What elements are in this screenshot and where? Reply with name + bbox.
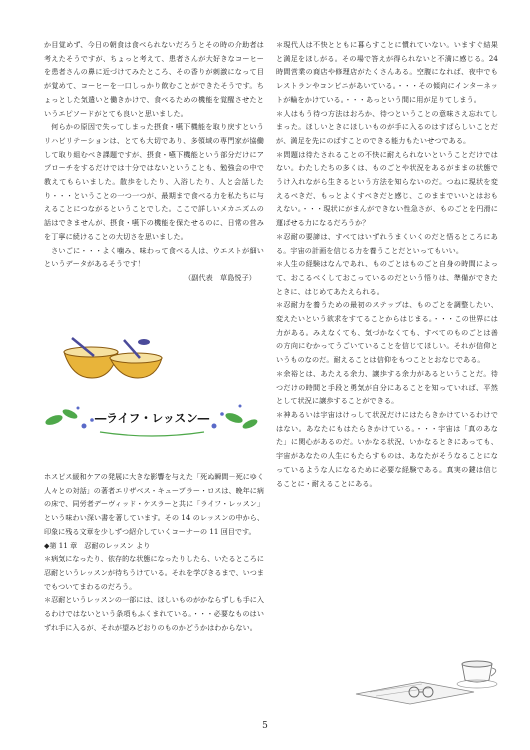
- quote-right-4: ＊忍耐の要諦は、すべてはいずれうまくいくのだと悟るところにある。宇宙の計画を信じる力を養うことだといってもいい。: [276, 231, 498, 255]
- section-title: ―ライフ・レッスン―: [94, 411, 210, 425]
- quote-2: ＊忍耐というレッスンの一部には、ほしいものがかならずしも手に入るわけではないという条項もふくまれている。・・・必要なものはいずれ手に入るが、それが望みどおりのものかどうかはわからない。: [44, 595, 264, 632]
- left-paragraph-2: 何らかの原因で失ってしまった摂食・嚥下機能を取り戻すというリハビリテーションは、とても大切であり、多領域の専門家が協働して取り組むべき課題ですが、摂食・嚥下機能という部分だけにアプローチをするだけでは十分ではないということも、勉強会の中で教えてもらいました。散歩をしたり、入浴したり、人と会話したり・・・ということの一つ一つが、最期まで食べる力を私たちに与えることにつながるということでした。ここで詳しいメカニズムの話はできませんが、摂食・嚥下の機能を保たせるのに、日常の営みを丁寧に続けることの大切さを思いました。: [44, 122, 264, 241]
- left-paragraph-3: さいごに・・・よく噛み、味わって食べる人は、ウエストが細いというデータがあるそうです！: [44, 245, 264, 269]
- quote-1: ＊病気になったり、依存的な状態になったりしたら、いたるところに忍耐というレッスンが待ちうけている。それを学びきるまで、いつまでもついてまわるのだろう。: [44, 554, 264, 591]
- quote-right-8: ＊神あるいは宇宙はけっして状況だけにはたらきかけているわけではない。あなたにもはたらきかけている。・・・宇宙は「真のあなた」に関心があるのだ。いかなる状況、いかなるときにあっても、宇宙があなたの人生にもたらすものは、あなたがそうなることになっているような人になるために必要な経験である。真実の鍵は信じることに・耐えることにある。: [276, 409, 498, 488]
- lecture-intro: ホスピス緩和ケアの発展に大きな影響を与えた「死ぬ瞬間－死にゆく人々との対話」の著者エリザベス・キューブラー・ロスは、晩年に病の床で、同労者デーヴィッド・ケスラーと共に「ライフ・レッスン」という味わい深い書を著しています。その 14 のレッスンの中から、印象に残る文章を少しずつ紹介していくコーナーの 11 回目です。: [44, 472, 264, 536]
- left-column: [44, 38, 264, 285]
- left-paragraph-1: か目覚めず、今日の朝食は食べられないだろうとその時の介助者は考えたそうですが、ちょっと考えて、患者さんが大好きなコーヒーを患者さんの鼻に近づけてみたところ、その香りが刺激になって目が覚めて、コーヒーを一口しっかり飲むことができたそうです。ちょっとした気遣いと働きかけで、食べるための機能を覚醒させたというエピソードがとても良いと思いました。: [44, 40, 264, 118]
- quote-right-7: ＊余裕とは、あたえる余力、譲歩する余力があるということだ。待つだけの時間と手段と勇気が自分にあることを知っていれば、平然として状況に譲歩することができる。: [276, 368, 498, 406]
- chapter-heading: ◆第 11 章 忍耐のレッスン より: [44, 540, 151, 550]
- lecture-section: [44, 470, 264, 634]
- author-signature: （副代表 草島悦子）: [184, 272, 256, 282]
- quote-right-5: ＊人生の経験はなんであれ、ものごとはものごと自身の時間によって、おこるべくしておこっているのだという悟りは、準備ができたときに、はじめてあたえられる。: [276, 259, 498, 296]
- quote-right-6: ＊忍耐力を養うための最初のステップは、ものごとを調整したい、変えたいという欲求をすてることからはじまる。・・・この世界には力がある。みえなくても、気づかなくても、すべてのものごとは善の方向にむかってうごいていることを信じてほしい。それが信仰というものなのだ。耐えることは信仰をもつこととおなじである。: [276, 300, 498, 365]
- right-column: [276, 38, 498, 490]
- quote-right-1: ＊現代人は不快とともに暮らすことに慣れていない。いますぐ結果と満足をほしがる。その場で答えが得られないと不満に感じる。24 時間営業の商店や修理店がたくさんある。空腹になれば、夜中でもレストランやコンビニがあいている。・・・その傾向にインターネットが輪をかけている。・・・あっという間に用が足りてしまう。: [276, 40, 498, 104]
- quote-right-3: ＊問題は待たされることの不快に耐えられないということだけではない。わたしたちの多くは、ものごとや状況をあるがままの状態でうけ入れながら生きるという方法を知らないのだ。つねに現状を変えるべきだ、もっとよくすべきだと感じ、このままでいいとはおもえない。・・・現状にがまんができない性急さが、ものごとを円滑に運ばせる力になるだろうか？: [276, 149, 498, 228]
- page-number: 5: [262, 721, 268, 731]
- bowls-illustration: [58, 334, 168, 390]
- desk-illustration: [350, 648, 500, 706]
- quote-right-2: ＊人はもう待つ方法はおろか、待つということの意味さえ忘れてしまった。ほしいときにほしいものが手に入るのはすばらしいことだが、満足を先にのばすことのできる能力もたいせつである。: [276, 108, 498, 145]
